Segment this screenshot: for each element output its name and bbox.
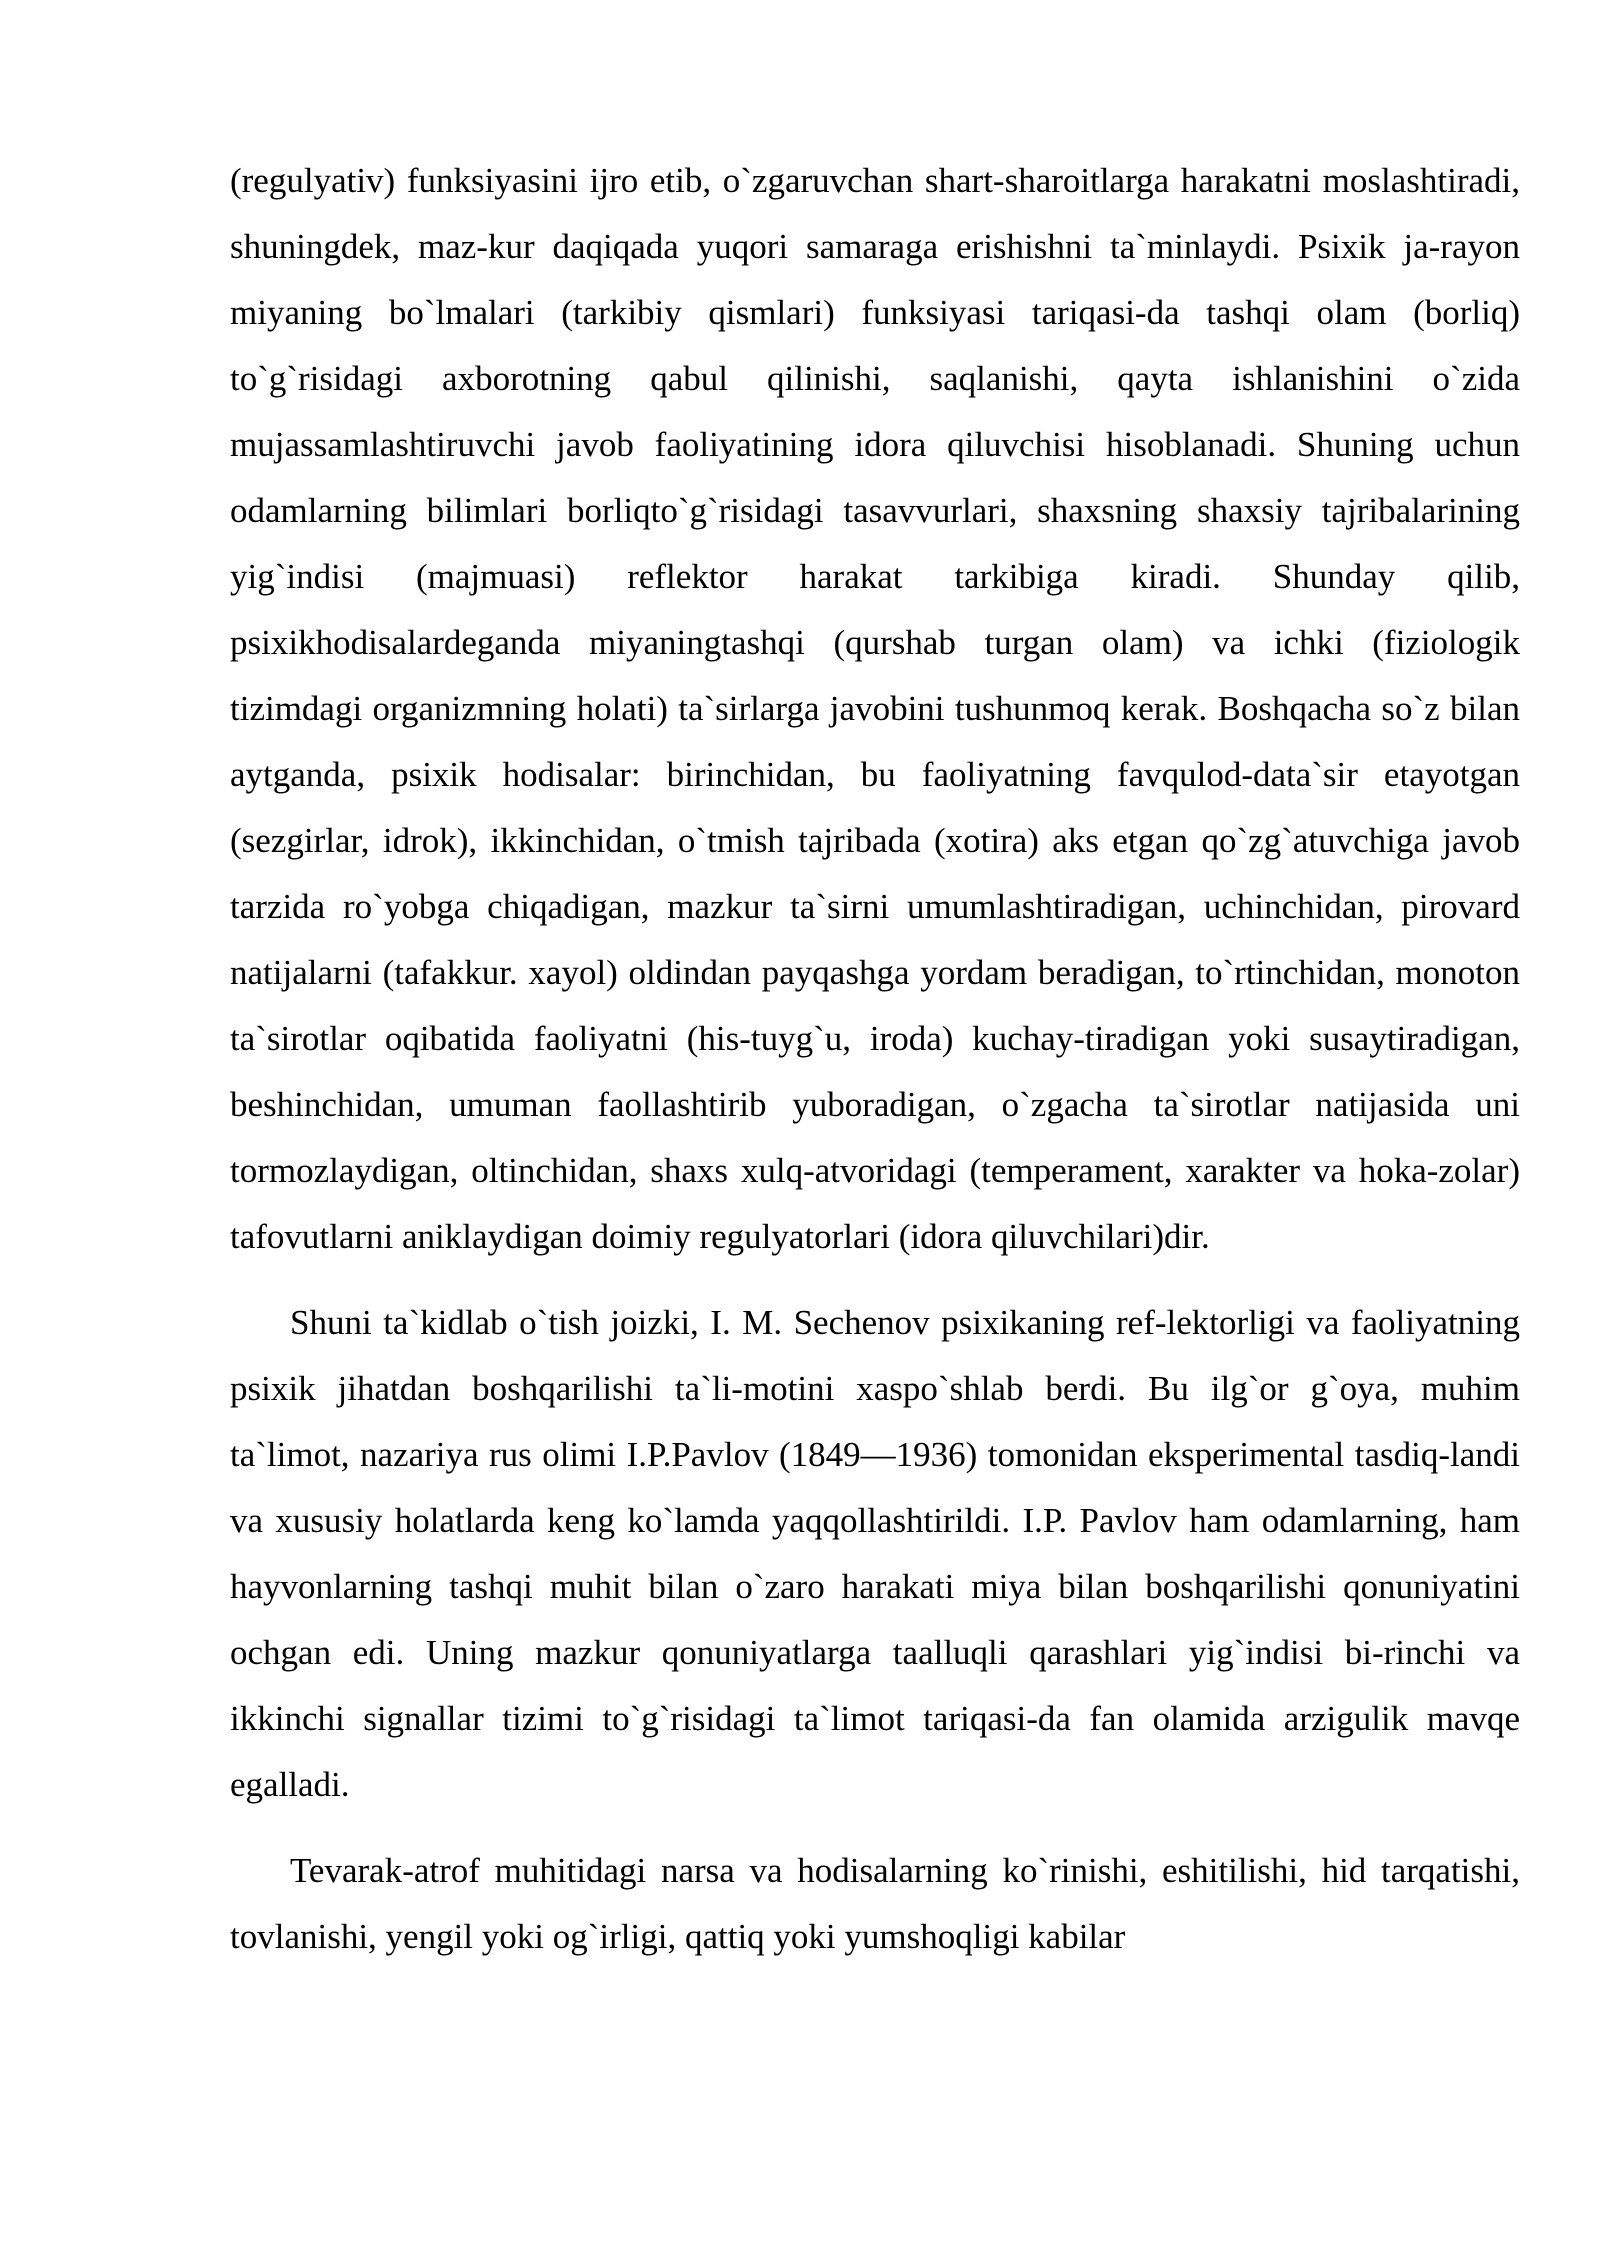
paragraph-3: Tevarak-atrof muhitidagi narsa va hodisalarning ko`rinishi, eshitilishi, hid tarqatishi, tovlanishi, yengil yoki og`irligi, qattiq yoki yumshoqligi kabilar xyxy=(230,1851,1520,1956)
paragraph-1: (regulyativ) funksiyasini ijro etib, o`zgaruvchan shart-sharoitlarga harakatni moslashtiradi, shuningdek, maz-kur daqiqada yuqori samaraga erishishni ta`minlaydi. Psixik ja-rayon miyaning bo`lmalari (tarkibiy qismlari) funksiyasi tariqasi-da tashqi olam (borliq) to`g`risidagi axborotning qabul qilinishi, saqlanishi, qayta ishlanishini o`zida mujassamlashtiruvchi javob faoliyatining idora qiluvchisi hisoblanadi. Shuning uchun odamlarning bilimlari borliqto`g`risidagi tasavvurlari, shaxsning shaxsiy tajribalarining yig`indisi (majmuasi) reflektor harakat tarkibiga kiradi. Shunday qilib, psixikhodisalardeganda miyaningtashqi (qurshab turgan olam) va ichki (fiziologik tizimdagi organizmning holati) ta`sirlarga javobini tushunmoq kerak. Boshqacha so`z bilan aytganda, psixik hodisalar: birinchidan, bu faoliyatning favqulod-data`sir etayotgan (sezgirlar, idrok), ikkinchidan, o`tmish tajribada (xotira) aks etgan qo`zg`atuvchiga javob tarzida ro`yobga chiqadigan, mazkur ta`sirni umumlashtiradigan, uchinchidan, pirovard natijalarni (tafakkur. xayol) oldindan payqashga yordam beradigan, to`rtinchidan, monoton ta`sirotlar oqibatida faoliyatni (his-tuyg`u, iroda) kuchay-tiradigan yoki susaytiradigan, beshinchidan, umuman faollashtirib yuboradigan, o`zgacha ta`sirotlar natijasida uni tormozlaydigan, oltinchidan, shaxs xulq-atvoridagi (temperament, xarakter va hoka-zolar) tafovutlarni aniklaydigan doimiy regulyatorlari (idora qiluvchilari)dir. xyxy=(230,161,1520,1256)
paragraph-2: Shuni ta`kidlab o`tish joizki, I. M. Sechenov psixikaning ref-lektorligi va faoliyatning psixik jihatdan boshqarilishi ta`li-motini xaspo`shlab berdi. Bu ilg`or g`oya, muhim ta`limot, nazariya rus olimi I.P.Pavlov (1849—1936) tomonidan eksperimental tasdiq-landi va xususiy holatlarda keng ko`lamda yaqqollashtirildi. I.P. Pavlov ham odamlarning, ham hayvonlarning tashqi muhit bilan o`zaro harakati miya bilan boshqarilishi qonuniyatini ochgan edi. Uning mazkur qonuniyatlarga taalluqli qarashlari yig`indisi bi-rinchi va ikkinchi signallar tizimi to`g`risidagi ta`limot tariqasi-da fan olamida arzigulik mavqe egalladi. xyxy=(230,1303,1520,1804)
document-page xyxy=(230,148,1520,1970)
